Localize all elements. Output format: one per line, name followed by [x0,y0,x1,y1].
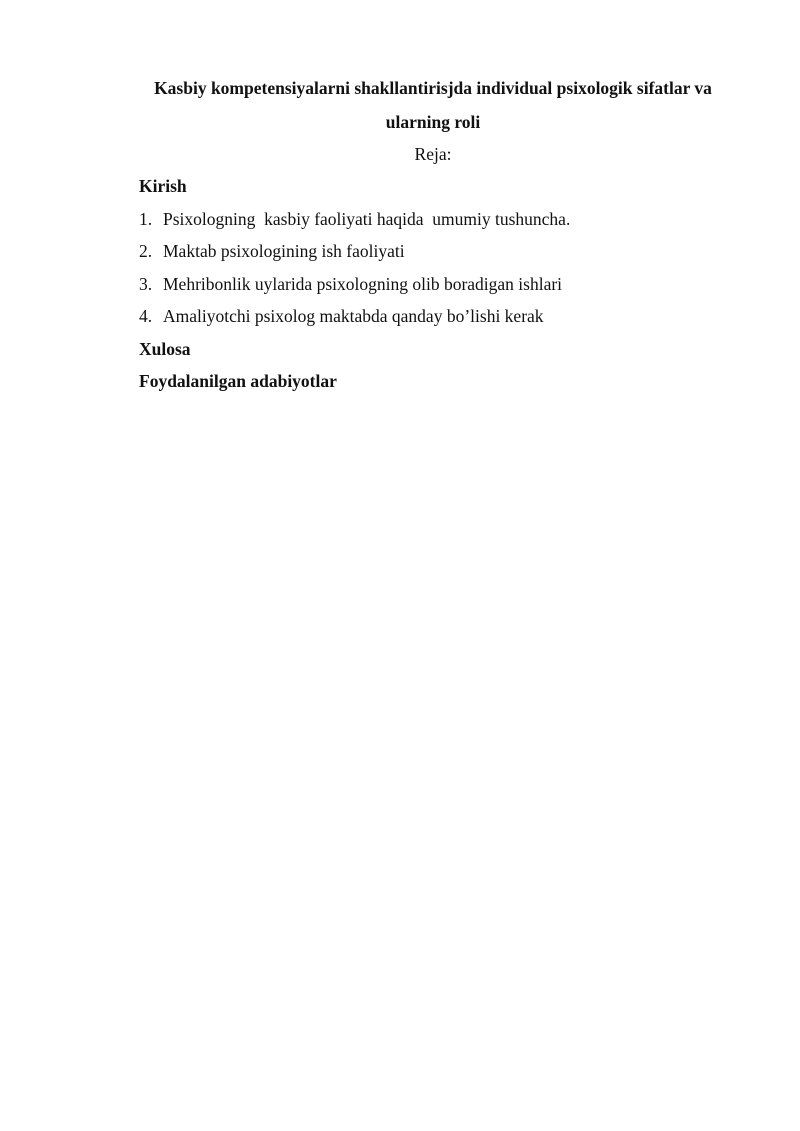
plan-item-number: 3. [139,273,153,294]
plan-heading: Reja: [414,144,452,164]
plan-item [139,268,759,301]
references-heading: Foydalanilgan adabiyotlar [139,371,337,391]
plan-item-number: 4. [139,306,153,326]
plan-item [139,203,759,236]
plan-item-text: Maktab psixologining ish faoliyati [163,241,405,261]
plan-list [139,170,759,398]
intro-heading: Kirish [139,176,187,196]
title-line-2: ularning roli [385,112,481,132]
plan-item-text: Psixologning kasbiy faoliyati haqida umumiy tushuncha. [163,208,571,229]
plan-item-number: 2. [139,241,153,261]
document-title [100,71,766,139]
plan-item [139,235,759,268]
plan-item [139,300,759,333]
conclusion-heading: Xulosa [139,338,191,359]
title-line-1: Kasbiy kompetensiyalarni shakllantirisjda individual psixologik sifatlar va [154,78,712,98]
plan-item-text: Amaliyotchi psixolog maktabda qanday bo’lishi kerak [163,306,544,326]
plan-item-number: 1. [139,208,153,229]
plan-item-text: Mehribonlik uylarida psixologning olib boradigan ishlari [163,273,563,294]
